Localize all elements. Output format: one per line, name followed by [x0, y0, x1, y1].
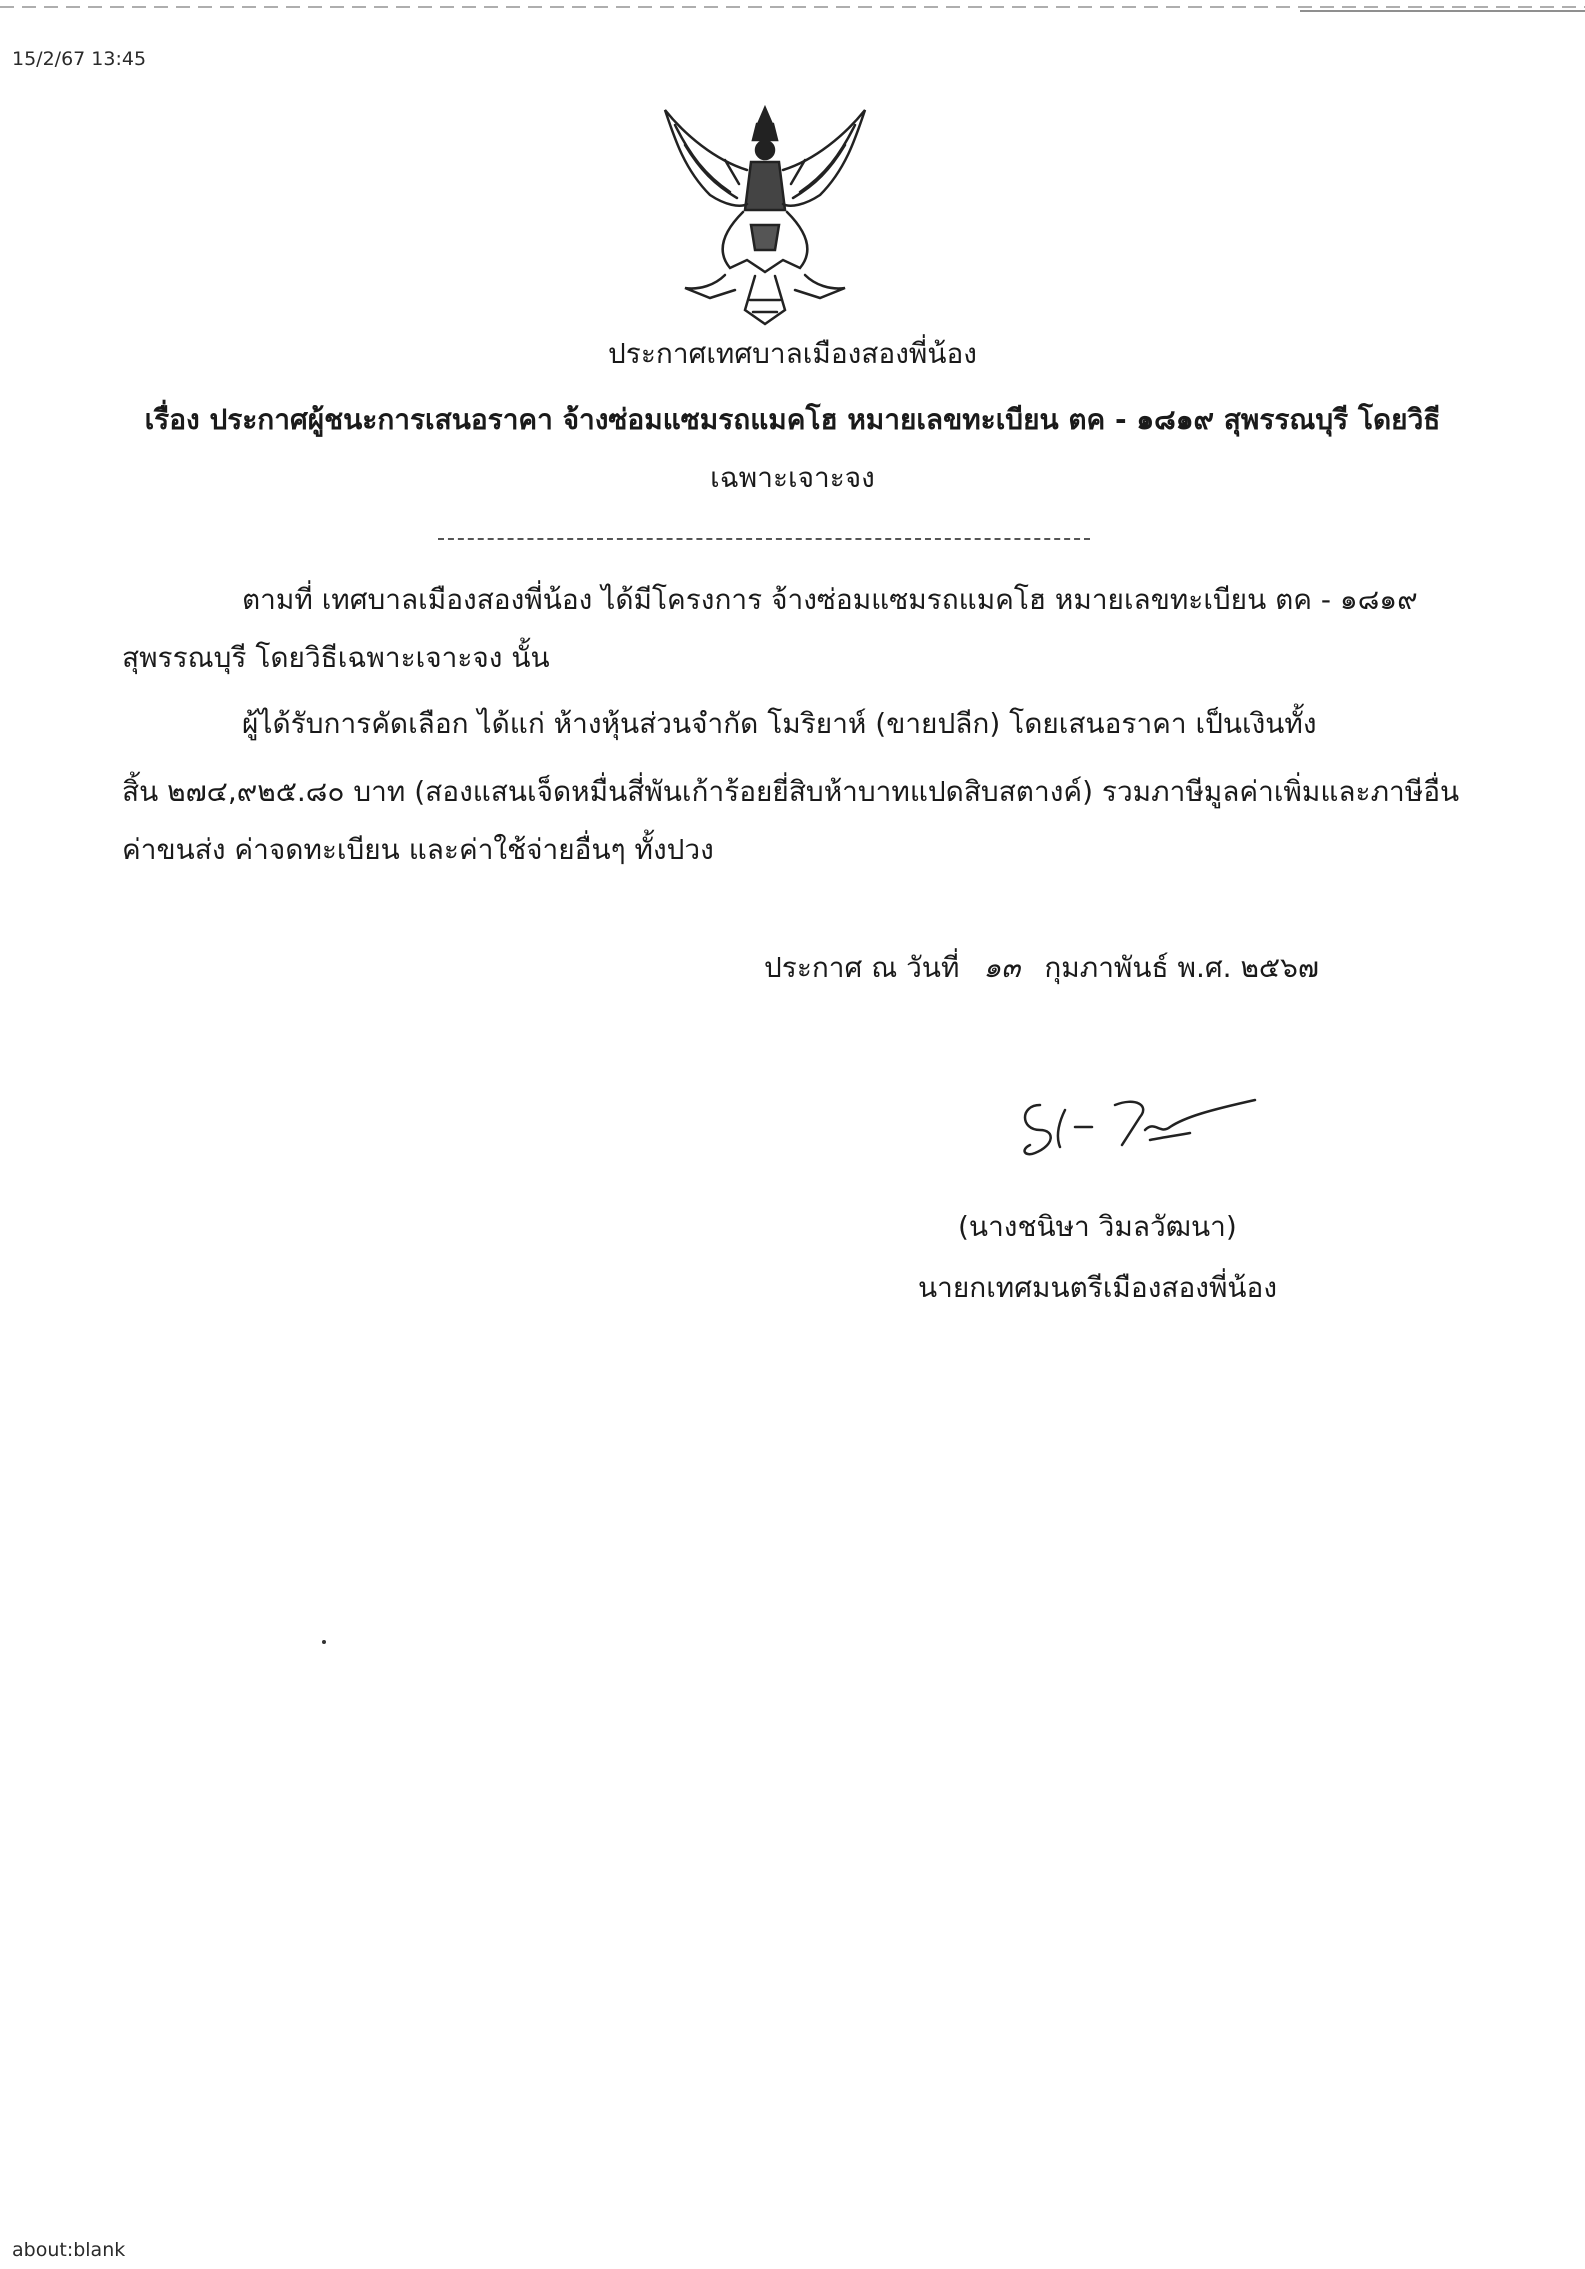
body-paragraph-2-continued: ค่าขนส่ง ค่าจดทะเบียน และค่าใช้จ่ายอื่นๆ ทั้งปวง [122, 833, 714, 866]
date-day: ๑๓ [983, 951, 1021, 984]
announcement-subject-continued: เฉพาะเจาะจง [710, 461, 875, 494]
signer-position: นายกเทศมนตรีเมืองสองพี่น้อง [918, 1271, 1278, 1304]
garuda-emblem-icon [655, 100, 875, 330]
announcement-issuer: ประกาศเทศบาลเมืองสองพี่น้อง [608, 337, 977, 370]
date-prefix: ประกาศ ณ วันที่ [764, 951, 960, 984]
scan-edge-artifact [0, 6, 1585, 8]
scan-speck [322, 1640, 326, 1644]
date-month-year: กุมภาพันธ์ พ.ศ. ๒๕๖๗ [1044, 951, 1319, 984]
signer-name: (นางชนิษา วิมลวัฒนา) [958, 1210, 1237, 1243]
print-footer-url: about:blank [12, 2239, 126, 2261]
body-paragraph-2: ผู้ได้รับการคัดเลือก ได้แก่ ห้างหุ้นส่วนจำกัด โมริยาห์ (ขายปลีก) โดยเสนอราคา เป็นเงินทั้ง [242, 707, 1317, 740]
separator-line [438, 538, 1090, 540]
print-timestamp: 15/2/67 13:45 [12, 48, 147, 70]
announcement-date [764, 946, 1319, 990]
body-paragraph-1: ตามที่ เทศบาลเมืองสองพี่น้อง ได้มีโครงการ จ้างซ่อมแซมรถแมคโฮ หมายเลขทะเบียน ตค - ๑๘๑๙ [242, 583, 1418, 616]
handwritten-signature [1010, 1075, 1270, 1165]
body-paragraph-2-continued: สิ้น ๒๗๔,๙๒๕.๘๐ บาท (สองแสนเจ็ดหมื่นสี่พันเก้าร้อยยี่สิบห้าบาทแปดสิบสตางค์) รวมภาษีมูลค่าเพิ่มและภาษีอื่น [122, 775, 1460, 808]
scan-edge-artifact [1300, 10, 1585, 12]
body-paragraph-1-continued: สุพรรณบุรี โดยวิธีเฉพาะเจาะจง นั้น [122, 641, 550, 674]
announcement-subject: เรื่อง ประกาศผู้ชนะการเสนอราคา จ้างซ่อมแซมรถแมคโฮ หมายเลขทะเบียน ตค - ๑๘๑๙ สุพรรณบุรี โดยวิธี [144, 403, 1441, 436]
